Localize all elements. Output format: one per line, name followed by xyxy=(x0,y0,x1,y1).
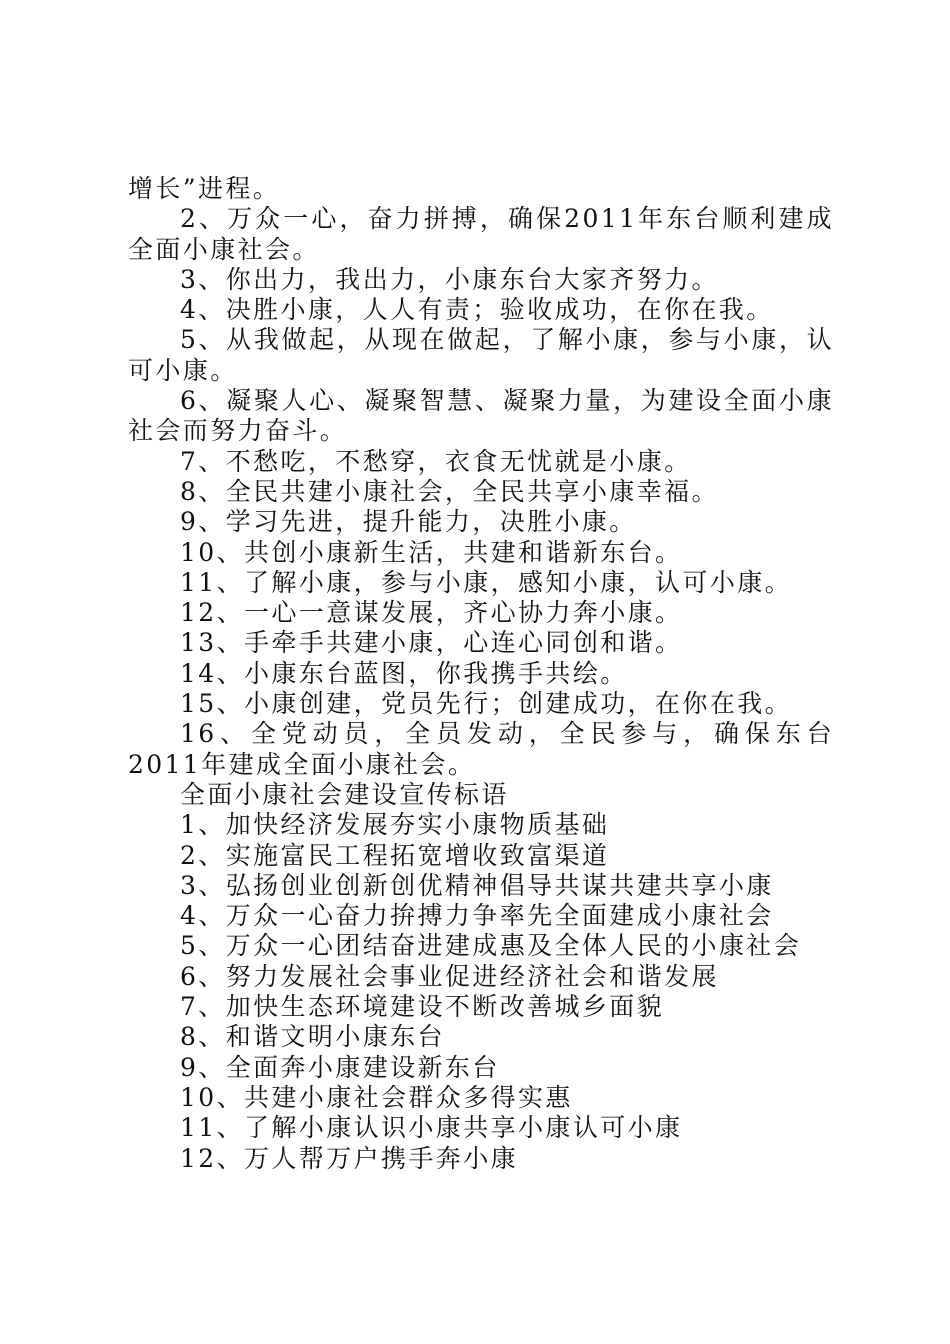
slogan-item: 6、凝聚人心、凝聚智慧、凝聚力量，为建设全面小康社会而努力奋斗。 xyxy=(128,386,834,446)
slogan-item: 10、共建小康社会群众多得实惠 xyxy=(180,1082,573,1112)
slogan-item: 14、小康东台蓝图，你我携手共绘。 xyxy=(180,658,628,688)
slogan-item: 3、你出力，我出力，小康东台大家齐努力。 xyxy=(180,264,719,294)
slogan-item: 5、万众一心团结奋进建成惠及全体人民的小康社会 xyxy=(180,931,802,961)
paragraph-continuation: 增长”进程。 xyxy=(128,174,281,203)
slogan-item: 8、和谐文明小康东台 xyxy=(180,1022,445,1052)
section-heading: 全面小康社会建设宣传标语 xyxy=(180,779,509,809)
slogan-item: 6、努力发展社会事业促进经济社会和谐发展 xyxy=(180,961,719,991)
slogan-item: 7、加快生态环境建设不断改善城乡面貌 xyxy=(180,992,665,1022)
slogan-item: 13、手牵手共建小康，心连心同创和谐。 xyxy=(180,628,683,658)
slogan-item: 9、全面奔小康建设新东台 xyxy=(180,1052,500,1082)
slogan-item: 4、万众一心奋力拚搏力争率先全面建成小康社会 xyxy=(180,901,774,931)
slogan-item: 11、了解小康，参与小康，感知小康，认可小康。 xyxy=(180,567,793,597)
slogan-item: 10、共创小康新生活，共建和谐新东台。 xyxy=(180,537,683,567)
slogan-item: 12、万人帮万户携手奔小康 xyxy=(180,1143,519,1173)
slogan-item: 16、全党动员，全员发动，全民参与，确保东台2011年建成全面小康社会。 xyxy=(128,719,834,779)
slogan-item: 11、了解小康认识小康共享小康认可小康 xyxy=(180,1113,683,1143)
slogan-item: 5、从我做起，从现在做起，了解小康，参与小康，认可小康。 xyxy=(128,325,834,385)
slogan-item: 2、实施富民工程拓宽增收致富渠道 xyxy=(180,840,610,870)
slogan-item: 7、不愁吃，不愁穿，衣食无忧就是小康。 xyxy=(180,446,692,476)
slogan-item: 12、一心一意谋发展，齐心协力奔小康。 xyxy=(180,598,683,628)
slogan-item: 2、万众一心，奋力拼搏，确保2011年东台顺利建成全面小康社会。 xyxy=(128,204,834,264)
slogan-item: 3、弘扬创业创新创优精神倡导共谋共建共享小康 xyxy=(180,870,774,900)
slogan-item: 4、决胜小康，人人有责；验收成功，在你在我。 xyxy=(180,295,774,325)
slogan-item: 9、学习先进，提升能力，决胜小康。 xyxy=(180,507,637,537)
document-body xyxy=(128,174,834,1174)
slogan-item: 1、加快经济发展夯实小康物质基础 xyxy=(180,810,610,840)
slogan-item: 8、全民共建小康社会，全民共享小康幸福。 xyxy=(180,476,719,506)
slogan-item: 15、小康创建，党员先行；创建成功，在你在我。 xyxy=(180,689,793,719)
